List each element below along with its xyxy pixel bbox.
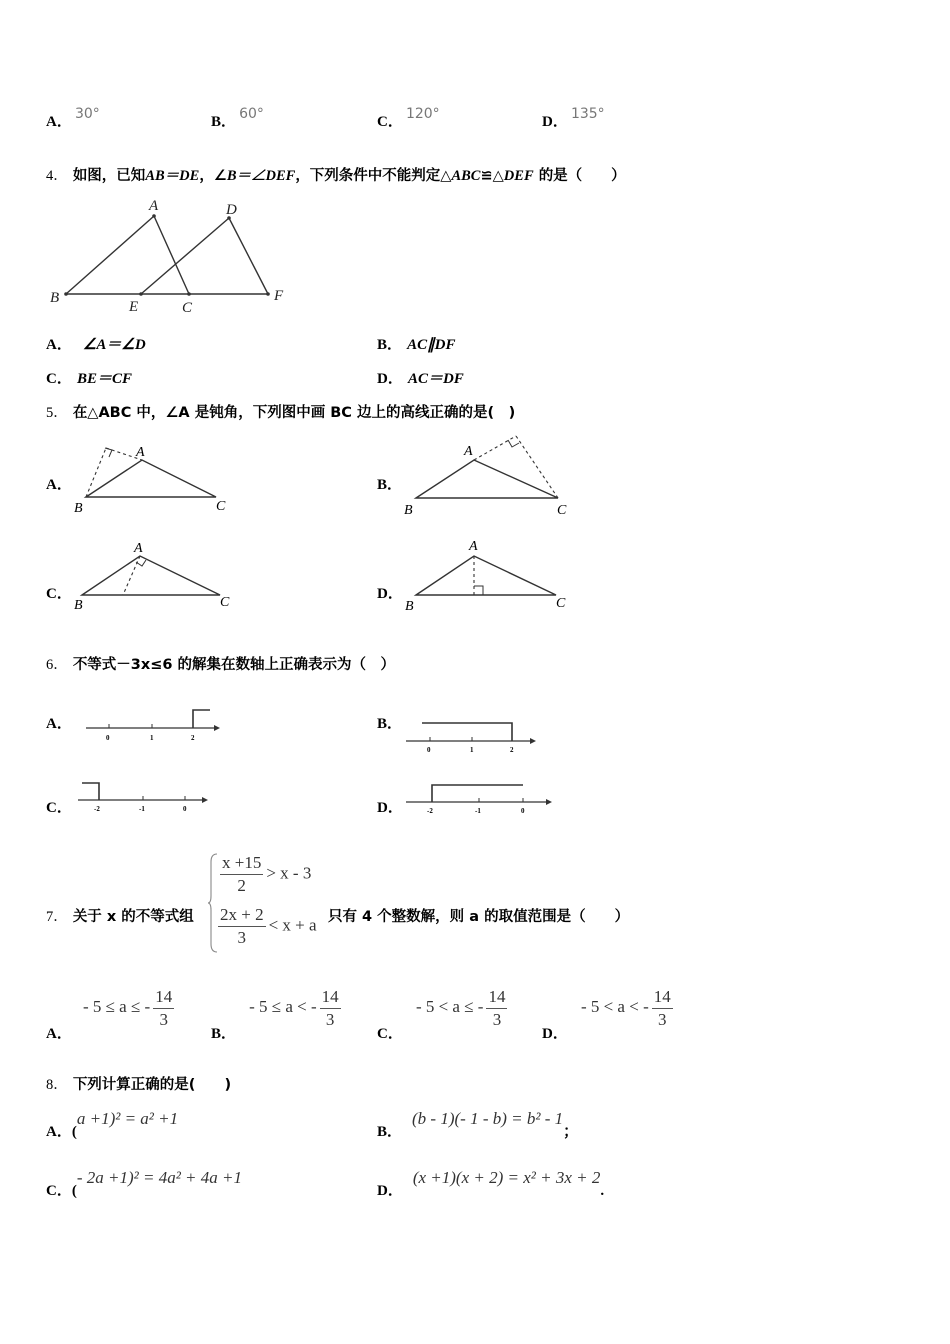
svg-text:A: A bbox=[464, 444, 473, 459]
svg-text:1: 1 bbox=[150, 734, 154, 742]
q4-option-b[interactable]: B． AC∥DF bbox=[377, 337, 456, 353]
line-ed bbox=[141, 218, 229, 294]
svg-text:A: A bbox=[136, 445, 145, 460]
label-a: A bbox=[149, 198, 159, 214]
line-df bbox=[229, 218, 268, 294]
q6-numberline-c bbox=[72, 776, 217, 816]
q3-option-a[interactable]: A． 30° bbox=[46, 106, 100, 130]
svg-text:-2: -2 bbox=[427, 807, 433, 815]
svg-text:-1: -1 bbox=[475, 807, 481, 815]
svg-text:0: 0 bbox=[521, 807, 525, 815]
q3-option-b[interactable]: B． 60° bbox=[211, 106, 264, 130]
q5-figure-a bbox=[70, 440, 240, 518]
q6-numberline-b bbox=[402, 714, 547, 754]
q7-ineq-2: $\frac{2x + 2}{3}$ < x + a bbox=[220, 905, 317, 947]
q6-option-d[interactable]: D． bbox=[377, 800, 403, 816]
q7-suffix: 只有 4 个整数解，则 a 的取值范围是（ ） bbox=[328, 909, 630, 925]
q5-option-a[interactable]: A． bbox=[46, 477, 72, 493]
svg-text:0: 0 bbox=[106, 734, 110, 742]
svg-text:B: B bbox=[405, 599, 414, 614]
q3-option-d[interactable]: D． 135° bbox=[542, 106, 605, 130]
q7-inequality-system bbox=[207, 852, 325, 954]
q5-figure-b bbox=[398, 428, 578, 520]
svg-text:C: C bbox=[557, 503, 567, 518]
q7-option-c[interactable]: C． - 5 < a ≤ - $\frac{14}{3}$ bbox=[377, 987, 506, 1043]
svg-text:A: A bbox=[469, 539, 478, 554]
label-c: C bbox=[182, 300, 193, 316]
svg-text:2: 2 bbox=[510, 746, 514, 754]
svg-text:B: B bbox=[74, 501, 83, 516]
q6-option-a[interactable]: A． bbox=[46, 716, 72, 732]
q8-option-d[interactable]: D．(x +1)(x + 2) = x² + 3x + 2. bbox=[377, 1168, 605, 1199]
svg-text:C: C bbox=[216, 499, 226, 514]
q5-stem: 5． 在△ABC 中，∠A 是钝角，下列图中画 BC 边上的高线正确的是( ) bbox=[46, 405, 516, 421]
q8-option-c[interactable]: C．(- 2a +1)² = 4a² + 4a +1 bbox=[46, 1168, 242, 1199]
label-d: D bbox=[226, 202, 237, 218]
svg-text:0: 0 bbox=[427, 746, 431, 754]
q7-option-d[interactable]: D． - 5 < a < - $\frac{14}{3}$ bbox=[542, 987, 671, 1043]
q8-option-a[interactable]: A．(a +1)² = a² +1 bbox=[46, 1109, 179, 1140]
svg-text:1: 1 bbox=[470, 746, 474, 754]
label-b: B bbox=[50, 290, 60, 306]
q4-triangle-figure bbox=[44, 196, 304, 321]
svg-text:C: C bbox=[220, 595, 230, 610]
label-e: E bbox=[129, 299, 139, 315]
label-f: F bbox=[274, 288, 284, 304]
svg-text:2: 2 bbox=[191, 734, 195, 742]
line-ac bbox=[154, 216, 189, 294]
q5-option-b[interactable]: B． bbox=[377, 477, 403, 493]
q5-option-d[interactable]: D． bbox=[377, 586, 403, 602]
q5-figure-d bbox=[398, 536, 578, 616]
q6-option-b[interactable]: B． bbox=[377, 716, 403, 732]
q7-option-b[interactable]: B． - 5 ≤ a < - $\frac{14}{3}$ bbox=[211, 987, 339, 1043]
q4-option-a[interactable]: A． ∠A＝∠D bbox=[46, 337, 146, 353]
svg-text:-2: -2 bbox=[94, 805, 100, 813]
svg-text:C: C bbox=[556, 596, 566, 611]
q6-option-c[interactable]: C． bbox=[46, 800, 72, 816]
q7-ineq-1: $\frac{x +15}{2}$ > x - 3 bbox=[222, 853, 312, 895]
q6-numberline-a bbox=[80, 700, 225, 745]
q7-option-a[interactable]: A． - 5 ≤ a ≤ - $\frac{14}{3}$ bbox=[46, 987, 173, 1043]
svg-text:B: B bbox=[404, 503, 413, 518]
q8-option-b[interactable]: B．(b - 1)(- 1 - b) = b² - 1； bbox=[377, 1109, 579, 1140]
q4-stem: 4． 如图，已知AB＝DE，∠B＝∠DEF，下列条件中不能判定△ABC≌△DEF 的是（ ） bbox=[46, 168, 626, 184]
q5-option-c[interactable]: C． bbox=[46, 586, 72, 602]
line-ba bbox=[66, 216, 154, 294]
q8-stem: 8． 下列计算正确的是( ) bbox=[46, 1077, 232, 1093]
q6-numberline-d bbox=[402, 778, 562, 818]
q4-option-c[interactable]: C． BE＝CF bbox=[46, 371, 132, 387]
q6-stem: 6． 不等式－3x≤6 的解集在数轴上正确表示为（ ） bbox=[46, 657, 396, 673]
svg-text:-1: -1 bbox=[139, 805, 145, 813]
svg-text:A: A bbox=[134, 541, 143, 556]
svg-text:B: B bbox=[74, 598, 83, 613]
q7-prefix: 7． 关于 x 的不等式组 bbox=[46, 909, 194, 925]
q5-figure-c bbox=[70, 538, 240, 616]
svg-text:0: 0 bbox=[183, 805, 187, 813]
q3-option-c[interactable]: C． 120° bbox=[377, 106, 440, 130]
q4-option-d[interactable]: D． AC＝DF bbox=[377, 371, 464, 387]
